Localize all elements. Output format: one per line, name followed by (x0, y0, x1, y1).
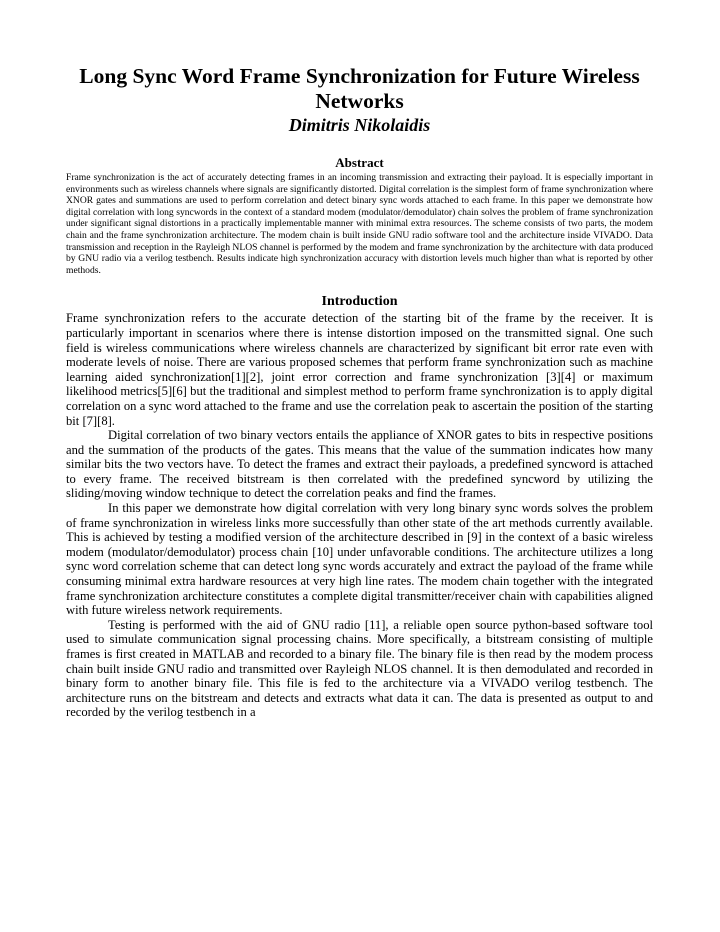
paper-author: Dimitris Nikolaidis (288, 115, 431, 135)
paper-title: Long Sync Word Frame Synchronization for Future Wireless Networks (79, 64, 640, 113)
abstract-heading: Abstract (335, 155, 384, 170)
intro-paragraph-1: Frame synchronization refers to the accurate detection of the starting bit of the frame by the receiver. It is particularly important in scenarios where there is intense distortion imposed on the transmitted signal. One such field is wireless communications where wireless channels are characterized by significant bit error rate even with moderate levels of noise. There are various proposed schemes that perform frame synchronization such as machine learning aided synchronization[1][2], joint error correction and frame synchronization [3][4] or maximum likelihood metrics[5][6] but the traditional and simplest method to perform frame synchronization is to apply digital correlation on a sync word attached to the frame and use the correlation peak to ascertain the position of the starting bit [7][8]. (66, 311, 653, 428)
intro-paragraph-3: In this paper we demonstrate how digital correlation with very long binary sync words solves the problem of frame synchronization in wireless links more successfully than other state of the art methods currently available. This is achieved by testing a modified version of the architecture described in [9] in the context of a basic wireless modem (modulator/demodulator) process chain [10] under unfavorable conditions. The architecture utilizes a long sync word correlation scheme that can detect long sync words accurately and extract the payload of the frame while consuming minimal extra hardware resources at very high line rates. The modem chain together with the integrated frame synchronization architecture constitutes a complete digital transmitter/receiver chain with capabilities aligned with future wireless network requirements. (66, 501, 653, 618)
intro-paragraph-2: Digital correlation of two binary vectors entails the appliance of XNOR gates to bits in respective positions and the summation of the products of the gates. This means that the value of the summation indicates how many similar bits the two vectors have. To detect the frames and extract their payloads, a predefined syncword is attached to every frame. The received bitstream is then correlated with the predefined syncword by utilizing the sliding/moving window technique to detect the correlation peaks and find the frames. (66, 428, 653, 501)
paper-page (66, 64, 653, 720)
introduction-heading: Introduction (321, 294, 398, 310)
abstract-text: Frame synchronization is the act of accurately detecting frames in an incoming transmission and extracting their payload. It is especially important in environments such as wireless channels where signals are significantly distorted. Digital correlation is the simplest form of frame synchronization where XNOR gates and summations are used to perform correlation and detect binary sync words attached to each frame. In this paper we demonstrate how digital correlation with long syncwords in the context of a standard modem (modulator/demodulator) chain solves the problem of frame synchronization under significant signal distortions in a practically implementable manner with minimal extra resources. The scheme consists of two parts, the modem chain and the frame synchronization architecture. The modem chain is built inside GNU radio software tool and the architecture inside VIVADO. Data transmission and reception in the Rayleigh NLOS channel is performed by the modem and frame synchronization by the architecture with data produced by GNU radio via a verilog testbench. Results indicate high synchronization accuracy with distortion levels much higher than what is reported by other methods. (66, 172, 653, 276)
intro-paragraph-4: Testing is performed with the aid of GNU radio [11], a reliable open source python-based software tool used to simulate communication signal processing chains. More specifically, a bitstream consisting of multiple frames is first created in MATLAB and recorded to a binary file. The binary file is then read by the modem process chain built inside GNU radio and transmitted over Rayleigh NLOS channel. It is then demodulated and recorded in binary form to another binary file. This file is fed to the architecture via a VIVADO verilog testbench. The architecture runs on the bitstream and detects and extracts what data it can. The data is presented as output to and recorded by the verilog testbench in a (66, 617, 653, 720)
